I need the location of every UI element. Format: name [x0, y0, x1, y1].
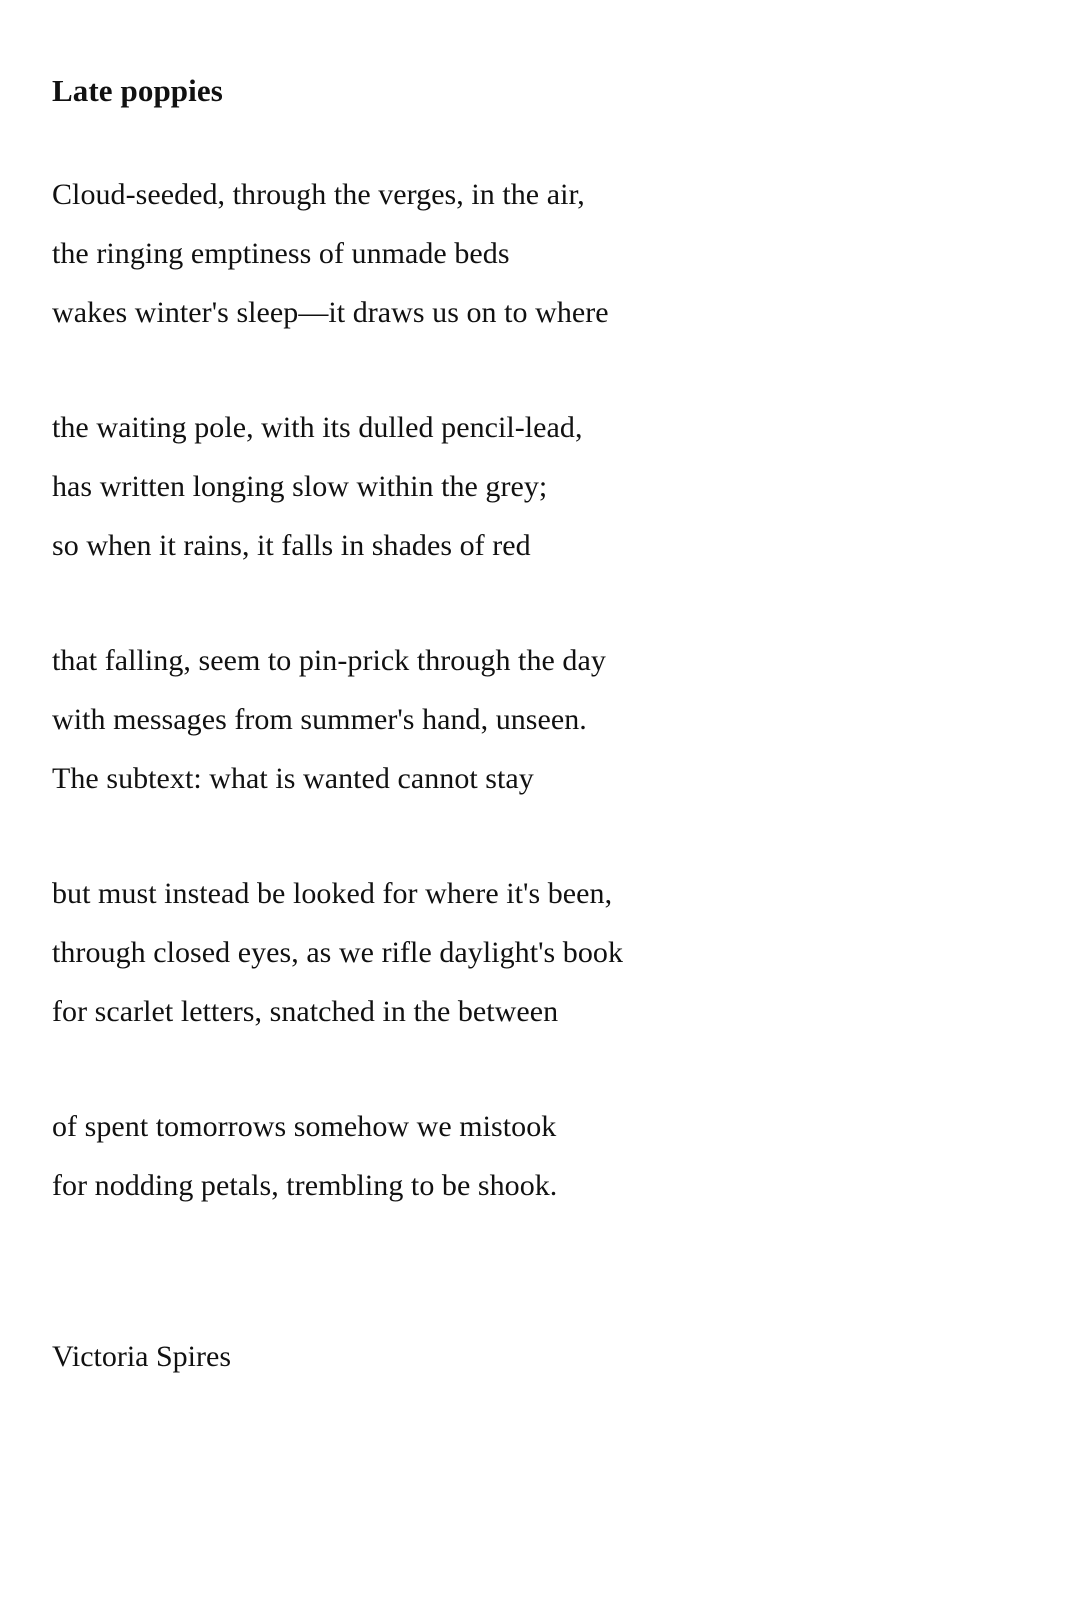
- stanza: [52, 398, 1010, 575]
- poem-line: but must instead be looked for where it's been,: [52, 877, 613, 911]
- page-title: Late poppies: [52, 73, 223, 108]
- poem-line: that falling, seem to pin-prick through the day: [52, 644, 606, 678]
- poem-line: has written longing slow within the grey;: [52, 470, 548, 504]
- poem-line: with messages from summer's hand, unseen.: [52, 703, 587, 737]
- poem-body: [52, 165, 1010, 1215]
- author-byline: Victoria Spires: [52, 1340, 231, 1374]
- poem-line: for scarlet letters, snatched in the between: [52, 995, 559, 1029]
- poem-line: for nodding petals, trembling to be shook.: [52, 1169, 558, 1203]
- stanza: [52, 1097, 1010, 1215]
- poem-line: wakes winter's sleep—it draws us on to where: [52, 296, 609, 330]
- poem-line: the ringing emptiness of unmade beds: [52, 237, 510, 271]
- stanza: [52, 631, 1010, 808]
- stanza: [52, 864, 1010, 1041]
- poem-line: The subtext: what is wanted cannot stay: [52, 762, 534, 796]
- poem-line: through closed eyes, as we rifle daylight's book: [52, 936, 624, 970]
- poem-line: the waiting pole, with its dulled pencil-lead,: [52, 411, 583, 445]
- poem-line: Cloud-seeded, through the verges, in the air,: [52, 178, 585, 212]
- poem-line: of spent tomorrows somehow we mistook: [52, 1110, 557, 1144]
- poem-line: so when it rains, it falls in shades of red: [52, 529, 531, 563]
- stanza: [52, 165, 1010, 342]
